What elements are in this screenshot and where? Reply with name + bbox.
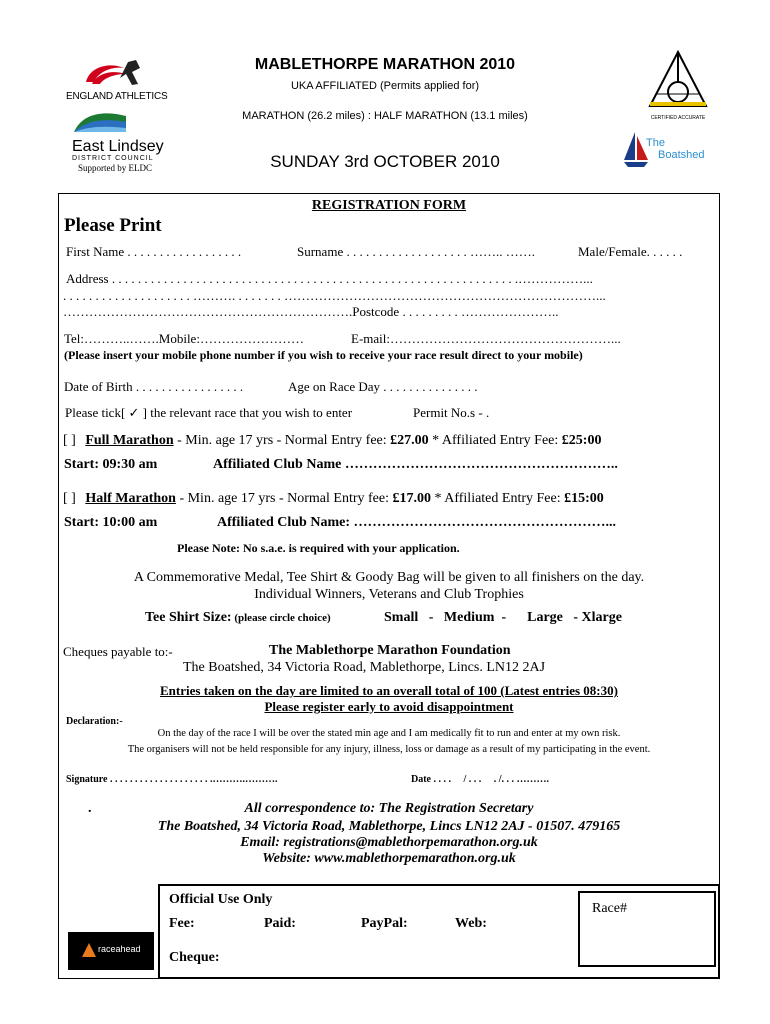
tee-shirt-row: [145, 610, 331, 626]
half-marathon-checkbox[interactable]: [ ]: [63, 491, 76, 506]
half-marathon-normal-fee: £17.00: [392, 491, 431, 506]
tick-instruction: Please tick[ ✓ ] the relevant race that you wish to enter: [65, 405, 353, 420]
sailboat-icon: [622, 130, 650, 168]
sae-note: Please Note: No s.a.e. is required with your application.: [177, 541, 460, 555]
full-marathon-start: Start: 09:30 am: [64, 457, 158, 472]
raceahead-text: raceahead: [98, 944, 141, 954]
measurement-badge-icon: [646, 50, 710, 110]
official-paypal-field[interactable]: PayPal:: [361, 916, 408, 931]
please-print-heading: Please Print: [64, 215, 162, 236]
address-field[interactable]: Address . . . . . . . . . . . . . . . . . . . . . . . . . . . . . . . . . . . . . . . . . . . . . . . . . . . . . . . . . . . . . . .……………...: [66, 271, 593, 286]
east-lindsey-logo: [72, 110, 172, 164]
england-athletics-text: ENGLAND ATHLETICS: [66, 91, 168, 102]
foundation-address: The Boatshed, 34 Victoria Road, Mablethorpe, Lincs. LN12 2AJ: [183, 660, 546, 675]
tee-shirt-sizes[interactable]: Small - Medium - Large - Xlarge: [384, 610, 622, 625]
official-paid-field[interactable]: Paid:: [264, 916, 296, 931]
permit-field[interactable]: Permit No.s - .: [413, 405, 490, 420]
correspondence-website[interactable]: Website: www.mablethorpemarathon.org.uk: [262, 851, 516, 866]
surname-field[interactable]: Surname . . . . . . . . . . . . . . . . . . . …….. …….: [297, 244, 535, 259]
date-field[interactable]: Date . . . . / . . . . /. . . ……….: [411, 774, 550, 785]
half-marathon-affiliated-fee: £15:00: [564, 491, 604, 506]
raceahead-logo: [68, 932, 154, 970]
tel-mobile-field[interactable]: Tel:………..…….Mobile:……………………: [64, 331, 304, 346]
full-marathon-details: - Min. age 17 yrs - Normal Entry fee:: [173, 433, 391, 448]
mobile-note: (Please insert your mobile phone number if you wish to receive your race result direct to your mobile): [64, 348, 583, 362]
east-lindsey-emblem-icon: [72, 110, 128, 134]
half-marathon-start: Start: 10:00 am: [64, 515, 158, 530]
official-web-field[interactable]: Web:: [455, 916, 487, 931]
half-marathon-label: Half Marathon: [85, 491, 176, 506]
race-number-label: Race#: [592, 901, 627, 916]
certified-text: CERTIFIED ACCURATE: [650, 115, 706, 121]
affiliation-text: UKA AFFILIATED (Permits applied for): [290, 80, 480, 92]
boatshed-logo: [622, 130, 717, 170]
full-marathon-affiliated-label: * Affiliated Entry Fee:: [428, 433, 562, 448]
male-female-field[interactable]: Male/Female. . . . . .: [578, 244, 683, 259]
correspondence-line-2: The Boatshed, 34 Victoria Road, Mablethorpe, Lincs LN12 2AJ - 01507. 479165: [157, 819, 621, 834]
full-marathon-label: Full Marathon: [85, 433, 174, 448]
distances-text: MARATHON (26.2 miles) : HALF MARATHON (13.1 miles): [242, 110, 528, 122]
boatshed-text-2: Boatshed: [658, 149, 705, 161]
east-lindsey-text: East Lindsey: [72, 138, 164, 155]
medal-text: A Commemorative Medal, Tee Shirt & Goody Bag will be given to all finishers on the day.: [133, 570, 645, 585]
event-title: MABLETHORPE MARATHON 2010: [254, 56, 516, 73]
certified-accurate-logo: [646, 50, 710, 122]
foundation-name: The Mablethorpe Marathon Foundation: [269, 643, 511, 658]
boatshed-text-1: The: [646, 137, 665, 149]
half-marathon-affiliated-label: * Affiliated Entry Fee:: [431, 491, 565, 506]
event-date: SUNDAY 3rd OCTOBER 2010: [270, 152, 500, 171]
correspondence-email[interactable]: Email: registrations@mablethorpemarathon.org.uk: [240, 835, 538, 850]
full-marathon-checkbox[interactable]: [ ]: [63, 433, 76, 448]
cheques-label: Cheques payable to:-: [63, 644, 173, 659]
half-marathon-row: [63, 491, 604, 507]
full-marathon-club-field[interactable]: Affiliated Club Name …………………………………………………..: [213, 457, 618, 472]
postcode-field[interactable]: ………………………………………………………….Postcode . . . . . . . . . …………………..: [63, 304, 559, 319]
correspondence-line-1: All correspondence to: The Registration Secretary: [244, 801, 534, 816]
declaration-line-1: On the day of the race I will be over the stated min age and I am medically fit to run and enter at my own risk.: [157, 728, 621, 739]
declaration-label: Declaration:-: [66, 716, 123, 727]
full-marathon-affiliated-fee: £25:00: [561, 433, 602, 448]
raceahead-mark-icon: [82, 943, 96, 957]
trophies-text: Individual Winners, Veterans and Club Trophies: [254, 587, 524, 602]
full-marathon-normal-fee: £27.00: [390, 433, 429, 448]
half-marathon-details: - Min. age 17 yrs - Normal Entry fee:: [175, 491, 393, 506]
official-use-title: Official Use Only: [169, 892, 273, 907]
official-fee-field[interactable]: Fee:: [169, 916, 195, 931]
entries-limit: Entries taken on the day are limited to an overall total of 100 (Latest entries 08:30): [160, 683, 618, 698]
half-marathon-club-field[interactable]: Affiliated Club Name: ………………………………………………...: [217, 515, 616, 530]
supported-by-text: Supported by ELDC: [78, 163, 152, 173]
first-name-field[interactable]: First Name . . . . . . . . . . . . . . . . . .: [66, 244, 242, 259]
official-cheque-field[interactable]: Cheque:: [169, 950, 220, 965]
dob-field[interactable]: Date of Birth . . . . . . . . . . . . . . . . .: [64, 379, 244, 394]
form-heading: REGISTRATION FORM: [311, 198, 467, 213]
full-marathon-row: [63, 433, 601, 449]
age-on-race-day-field[interactable]: Age on Race Day . . . . . . . . . . . . . . .: [288, 379, 478, 394]
district-council-text: DISTRICT COUNCIL: [72, 155, 154, 162]
signature-field[interactable]: Signature . . . . . . . . . . . . . . . . . . . . .……….……….: [66, 774, 278, 785]
bullet-mark: .: [88, 801, 92, 816]
tee-shirt-hint: (please circle choice): [231, 612, 331, 624]
email-field[interactable]: E-mail:……………………………………………...: [351, 331, 621, 346]
register-early: Please register early to avoid disappointment: [264, 699, 514, 714]
tee-shirt-label: Tee Shirt Size:: [145, 610, 232, 625]
declaration-line-2: The organisers will not be held responsible for any injury, illness, loss or damage as a result of my participating in the event.: [127, 744, 651, 755]
address-line-2-field[interactable]: . . . . . . . . . . . . . . . . . . . . ………. . . . . . . . ………………………………………………………………...: [63, 288, 606, 303]
